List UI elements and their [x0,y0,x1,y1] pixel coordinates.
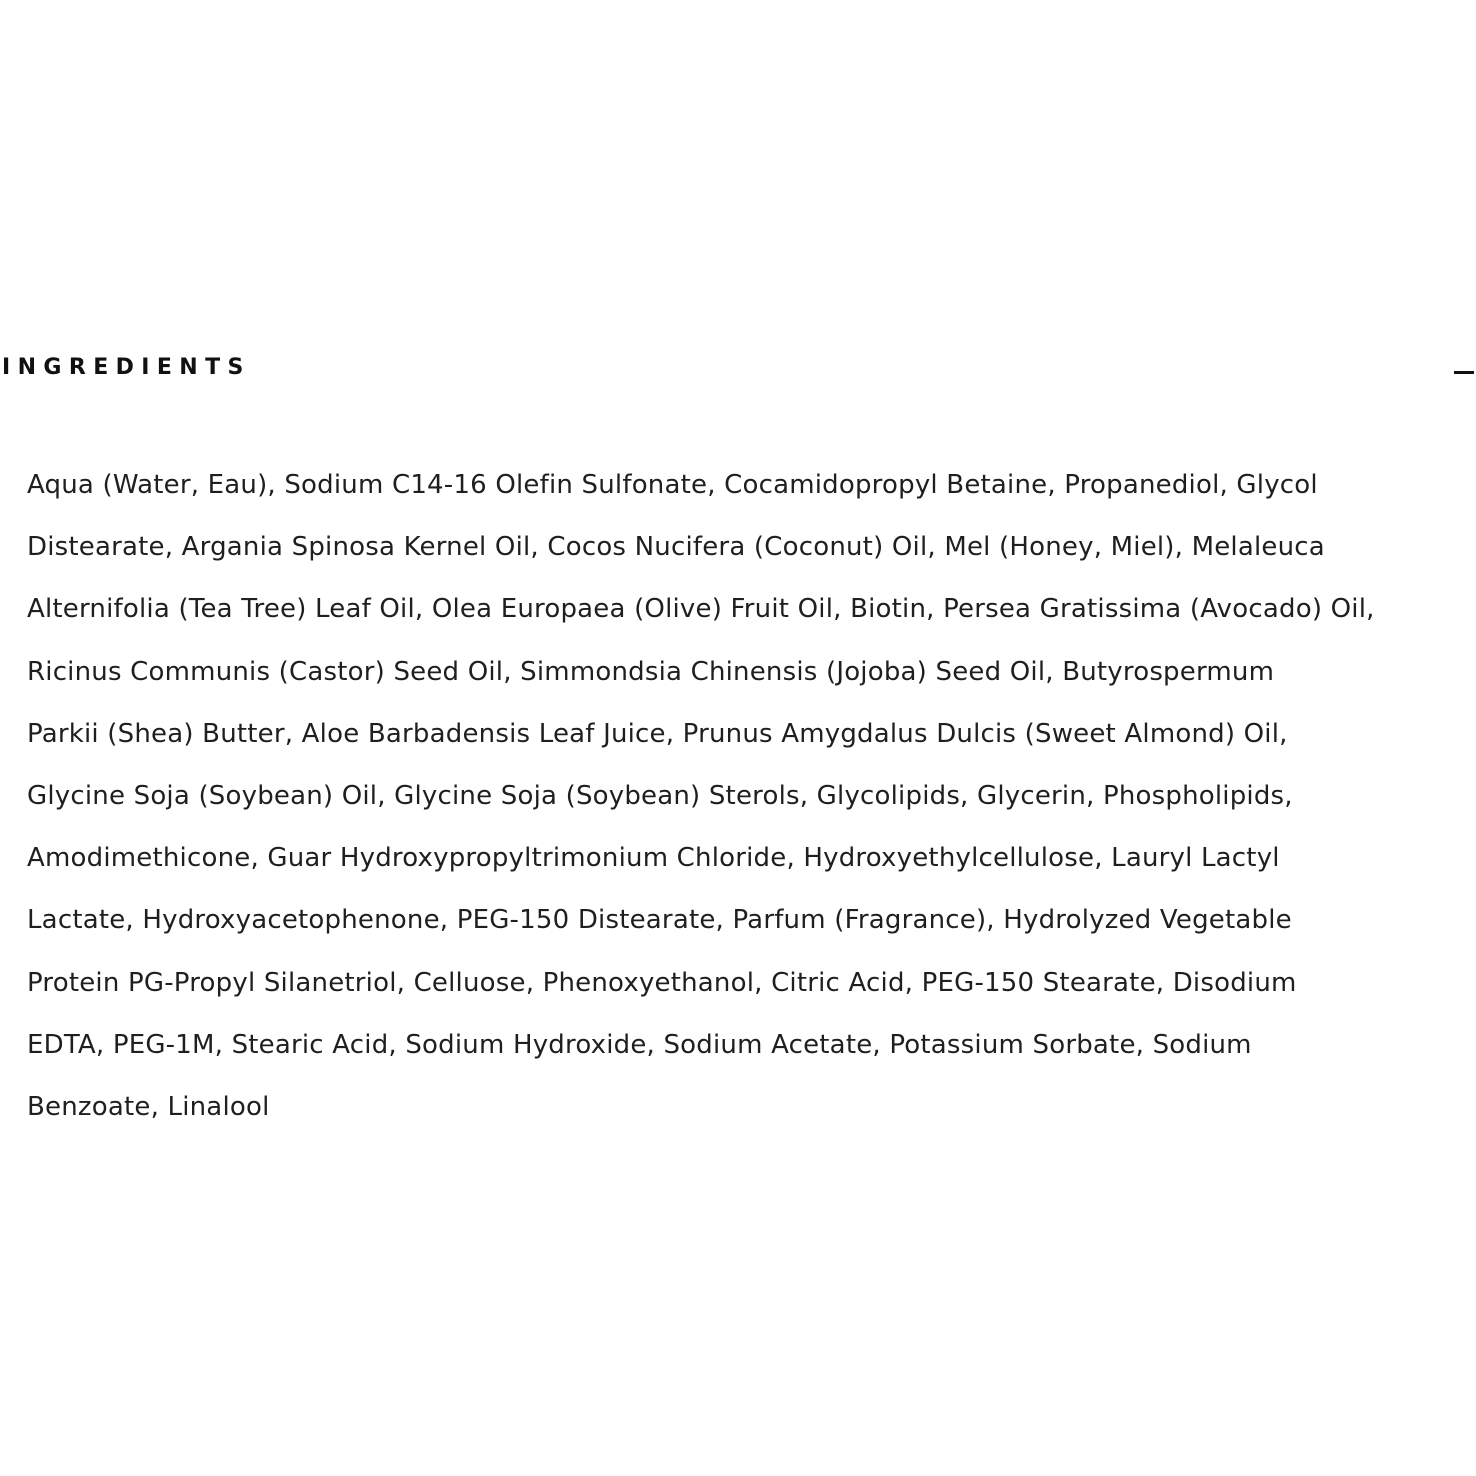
minus-icon [1454,371,1474,374]
ingredients-accordion [0,340,1476,1122]
collapse-toggle-button[interactable] [1442,354,1476,388]
ingredients-text-line: Alternifolia (Tea Tree) Leaf Oil, Olea Europaea (Olive) Fruit Oil, Biotin, Persea Gratissima (Avocado) Oil, [27,594,1375,625]
ingredients-text-line: Distearate, Argania Spinosa Kernel Oil, Cocos Nucifera (Coconut) Oil, Mel (Honey, Miel), Melaleuca [27,532,1325,563]
ingredients-text-line: Benzoate, Linalool [27,1091,270,1122]
ingredients-text-line: Parkii (Shea) Butter, Aloe Barbadensis Leaf Juice, Prunus Amygdalus Dulcis (Sweet Almond) Oil, [27,718,1288,749]
ingredients-text-line: Protein PG-Propyl Silanetriol, Celluose, Phenoxyethanol, Citric Acid, PEG-150 Stearate, Disodium [27,967,1297,998]
ingredients-text-line: Aqua (Water, Eau), Sodium C14-16 Olefin Sulfonate, Cocamidopropyl Betaine, Propanediol, Glycol [27,470,1318,500]
section-title: INGREDIENTS [2,355,251,380]
ingredients-text-line: EDTA, PEG-1M, Stearic Acid, Sodium Hydroxide, Sodium Acetate, Potassium Sorbate, Sodium [27,1029,1252,1060]
ingredients-panel [27,454,1476,1138]
ingredients-text-line: Glycine Soja (Soybean) Oil, Glycine Soja (Soybean) Sterols, Glycolipids, Glycerin, Phospholipids, [27,780,1293,811]
ingredients-text-line: Amodimethicone, Guar Hydroxypropyltrimonium Chloride, Hydroxyethylcellulose, Lauryl Lactyl [27,843,1280,874]
ingredients-text-line: Ricinus Communis (Castor) Seed Oil, Simmondsia Chinensis (Jojoba) Seed Oil, Butyrospermum [27,656,1275,687]
ingredients-accordion-header[interactable] [0,340,1476,396]
ingredients-text-line: Lactate, Hydroxyacetophenone, PEG-150 Distearate, Parfum (Fragrance), Hydrolyzed Vegetable [27,905,1292,936]
